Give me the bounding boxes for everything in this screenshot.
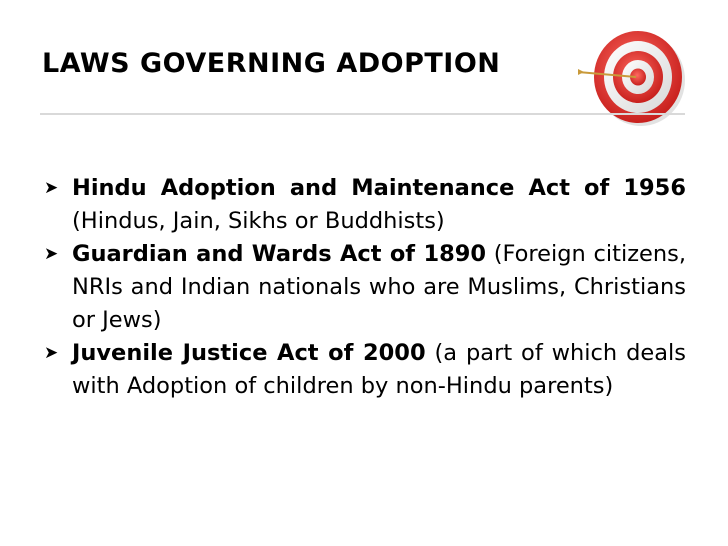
act-detail: (a part of which deals with Adoption of children by non-Hindu parents) (72, 340, 686, 399)
title-divider (40, 113, 685, 115)
slide-title: LAWS GOVERNING ADOPTION (42, 48, 501, 79)
bullet-list (44, 172, 686, 403)
act-name: Hindu Adoption and Maintenance Act of 1956 (72, 175, 686, 201)
list-item (44, 337, 686, 403)
act-name: Guardian and Wards Act of 1890 (72, 241, 487, 267)
act-detail: (Hindus, Jain, Sikhs or Buddhists) (72, 208, 445, 234)
act-detail: (Foreign citizens, NRIs and Indian nationals who are Muslims, Christians or Jews) (72, 241, 686, 333)
list-item (44, 172, 686, 238)
bullet-arrow-icon: ➤ (44, 178, 59, 198)
bullet-arrow-icon: ➤ (44, 244, 59, 264)
list-item (44, 238, 686, 337)
bullet-arrow-icon: ➤ (44, 343, 59, 363)
target-icon (578, 20, 698, 140)
act-name: Juvenile Justice Act of 2000 (72, 340, 426, 366)
